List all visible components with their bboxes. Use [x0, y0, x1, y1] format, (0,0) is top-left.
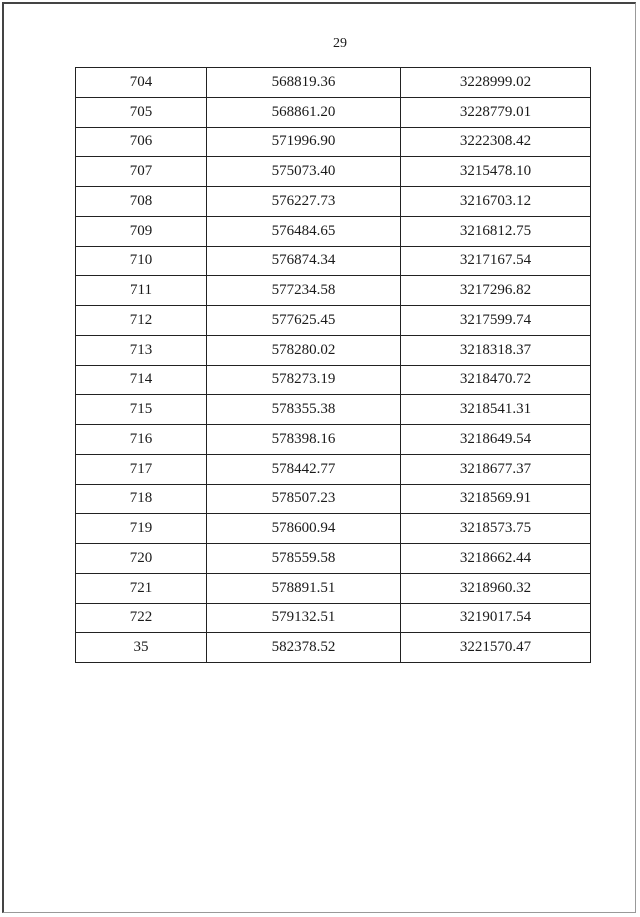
point-id-cell: 704	[76, 68, 207, 98]
y-coordinate-cell: 3216812.75	[401, 216, 591, 246]
y-coordinate-cell: 3221570.47	[401, 633, 591, 663]
coordinate-table-body	[76, 68, 591, 663]
point-id-cell: 713	[76, 335, 207, 365]
x-coordinate-cell: 578559.58	[207, 544, 401, 574]
table-row	[76, 425, 591, 455]
y-coordinate-cell: 3215478.10	[401, 157, 591, 187]
point-id-cell: 706	[76, 127, 207, 157]
x-coordinate-cell: 578891.51	[207, 573, 401, 603]
x-coordinate-cell: 578355.38	[207, 395, 401, 425]
table-row	[76, 395, 591, 425]
y-coordinate-cell: 3222308.42	[401, 127, 591, 157]
x-coordinate-cell: 577234.58	[207, 276, 401, 306]
point-id-cell: 714	[76, 365, 207, 395]
point-id-cell: 716	[76, 425, 207, 455]
point-id-cell: 720	[76, 544, 207, 574]
point-id-cell: 721	[76, 573, 207, 603]
x-coordinate-cell: 579132.51	[207, 603, 401, 633]
x-coordinate-cell: 576874.34	[207, 246, 401, 276]
table-row	[76, 97, 591, 127]
y-coordinate-cell: 3218569.91	[401, 484, 591, 514]
table-row	[76, 127, 591, 157]
x-coordinate-cell: 576484.65	[207, 216, 401, 246]
table-row	[76, 68, 591, 98]
x-coordinate-cell: 568861.20	[207, 97, 401, 127]
point-id-cell: 710	[76, 246, 207, 276]
point-id-cell: 712	[76, 306, 207, 336]
point-id-cell: 708	[76, 187, 207, 217]
table-row	[76, 454, 591, 484]
coordinate-table	[75, 67, 591, 663]
point-id-cell: 35	[76, 633, 207, 663]
point-id-cell: 705	[76, 97, 207, 127]
x-coordinate-cell: 578507.23	[207, 484, 401, 514]
x-coordinate-cell: 575073.40	[207, 157, 401, 187]
y-coordinate-cell: 3218677.37	[401, 454, 591, 484]
table-row	[76, 603, 591, 633]
point-id-cell: 717	[76, 454, 207, 484]
table-row	[76, 187, 591, 217]
x-coordinate-cell: 571996.90	[207, 127, 401, 157]
x-coordinate-cell: 578398.16	[207, 425, 401, 455]
x-coordinate-cell: 582378.52	[207, 633, 401, 663]
table-row	[76, 276, 591, 306]
y-coordinate-cell: 3218470.72	[401, 365, 591, 395]
table-row	[76, 544, 591, 574]
point-id-cell: 709	[76, 216, 207, 246]
y-coordinate-cell: 3218573.75	[401, 514, 591, 544]
table-row	[76, 365, 591, 395]
x-coordinate-cell: 578600.94	[207, 514, 401, 544]
table-row	[76, 633, 591, 663]
table-row	[76, 484, 591, 514]
table-row	[76, 246, 591, 276]
y-coordinate-cell: 3218541.31	[401, 395, 591, 425]
x-coordinate-cell: 578442.77	[207, 454, 401, 484]
point-id-cell: 719	[76, 514, 207, 544]
table-row	[76, 216, 591, 246]
x-coordinate-cell: 578273.19	[207, 365, 401, 395]
y-coordinate-cell: 3217599.74	[401, 306, 591, 336]
point-id-cell: 722	[76, 603, 207, 633]
table-row	[76, 335, 591, 365]
x-coordinate-cell: 577625.45	[207, 306, 401, 336]
y-coordinate-cell: 3219017.54	[401, 603, 591, 633]
table-row	[76, 306, 591, 336]
x-coordinate-cell: 578280.02	[207, 335, 401, 365]
y-coordinate-cell: 3218649.54	[401, 425, 591, 455]
x-coordinate-cell: 568819.36	[207, 68, 401, 98]
y-coordinate-cell: 3217296.82	[401, 276, 591, 306]
y-coordinate-cell: 3216703.12	[401, 187, 591, 217]
x-coordinate-cell: 576227.73	[207, 187, 401, 217]
page-number: 29	[333, 36, 347, 51]
y-coordinate-cell: 3218662.44	[401, 544, 591, 574]
point-id-cell: 718	[76, 484, 207, 514]
point-id-cell: 707	[76, 157, 207, 187]
y-coordinate-cell: 3218960.32	[401, 573, 591, 603]
point-id-cell: 715	[76, 395, 207, 425]
table-row	[76, 573, 591, 603]
table-row	[76, 514, 591, 544]
y-coordinate-cell: 3228779.01	[401, 97, 591, 127]
y-coordinate-cell: 3228999.02	[401, 68, 591, 98]
y-coordinate-cell: 3218318.37	[401, 335, 591, 365]
y-coordinate-cell: 3217167.54	[401, 246, 591, 276]
table-row	[76, 157, 591, 187]
point-id-cell: 711	[76, 276, 207, 306]
